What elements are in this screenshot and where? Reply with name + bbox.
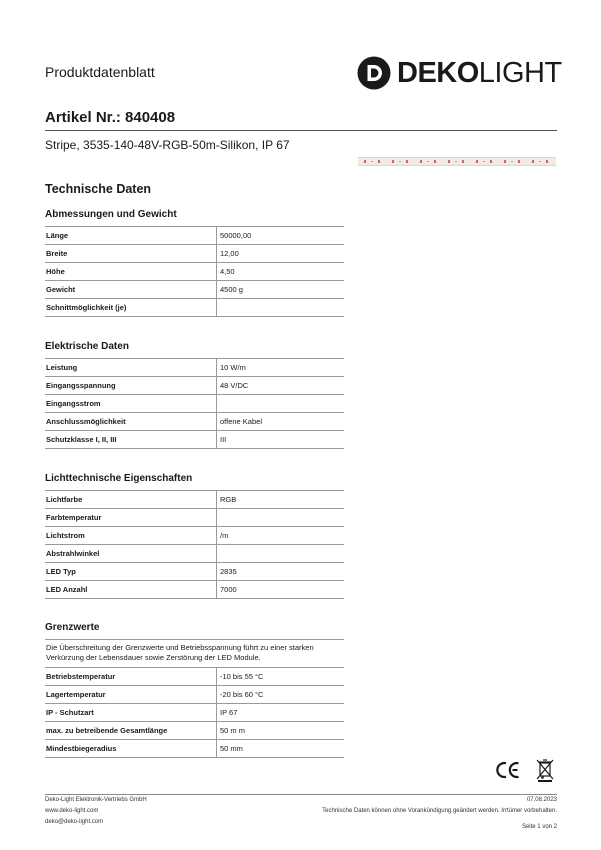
- table-row: [45, 281, 344, 299]
- limits-table: [45, 617, 344, 758]
- table-row: [45, 395, 344, 413]
- row-label: Lichtfarbe: [45, 491, 217, 508]
- brand-logo: [357, 56, 562, 90]
- row-value: RGB: [220, 495, 237, 504]
- row-value: [217, 299, 344, 316]
- row-value: III: [220, 435, 227, 444]
- table-row: [45, 299, 344, 317]
- table-row: [45, 563, 344, 581]
- table-row: [45, 668, 344, 686]
- led-strip-illustration: [358, 158, 556, 165]
- row-label: Breite: [45, 245, 217, 262]
- row-label: Leistung: [45, 359, 217, 376]
- row-value: IP 67: [220, 708, 238, 717]
- table-row: [45, 263, 344, 281]
- footer-date: 07.08.2023: [526, 797, 557, 803]
- dimensions-table: [45, 204, 344, 317]
- row-label: Gewicht: [45, 281, 217, 298]
- footer-divider: [45, 794, 557, 795]
- section-title: Technische Daten: [45, 182, 152, 196]
- row-label: Eingangsspannung: [45, 377, 217, 394]
- row-label: Farbtemperatur: [45, 509, 217, 526]
- row-label: Mindestbiegeradius: [45, 740, 217, 757]
- electrical-table: [45, 336, 344, 449]
- table-row: [45, 359, 344, 377]
- row-label: Anschlussmöglichkeit: [45, 413, 217, 430]
- lighting-table: [45, 468, 344, 599]
- row-label: LED Typ: [45, 563, 217, 580]
- table-row: [45, 509, 344, 527]
- table-row: [45, 227, 344, 245]
- row-value: 4,50: [220, 267, 235, 276]
- row-value: -20 bis 60 °C: [220, 690, 264, 699]
- row-label: max. zu betreibende Gesamtlänge: [45, 722, 217, 739]
- group-title: Lichttechnische Eigenschaften: [45, 468, 344, 491]
- row-label: Lichtstrom: [45, 527, 217, 544]
- row-value: 50 m m: [220, 726, 246, 735]
- footer-website[interactable]: www.deko-light.com: [45, 808, 99, 814]
- product-image: [358, 157, 556, 166]
- row-label: Schnittmöglichkeit (je): [45, 299, 217, 316]
- group-title: Elektrische Daten: [45, 336, 344, 359]
- document-type: Produktdatenblatt: [45, 64, 155, 80]
- group-title: Grenzwerte: [45, 617, 344, 640]
- footer-company: Deko-Light Elektronik-Vertriebs GmbH: [45, 797, 147, 803]
- row-label: IP - Schutzart: [45, 704, 217, 721]
- table-row: [45, 740, 344, 758]
- footer-email[interactable]: deko@deko-light.com: [45, 819, 104, 825]
- table-row: [45, 581, 344, 599]
- table-row: [45, 377, 344, 395]
- row-value: 50 mm: [220, 744, 243, 753]
- row-label: Eingangsstrom: [45, 395, 217, 412]
- brand-emblem-icon: [357, 56, 391, 90]
- table-row: [45, 245, 344, 263]
- article-description: Stripe, 3535-140-48V-RGB-50m-Silikon, IP 67: [45, 138, 290, 152]
- row-value: /m: [220, 531, 229, 540]
- footer-disclaimer: Technische Daten können ohne Vorankündigung geändert werden. Irrtümer vorbehalten.: [322, 808, 557, 814]
- article-number: Artikel Nr.: 840408: [45, 109, 176, 126]
- row-value: [217, 395, 344, 412]
- brand-name-light: LIGHT: [478, 57, 562, 89]
- row-label: Lagertemperatur: [45, 686, 217, 703]
- table-row: [45, 545, 344, 563]
- page-number: Seite 1 von 2: [521, 824, 557, 830]
- row-value: 12,00: [220, 249, 239, 258]
- brand-name-bold: DEKO: [397, 57, 479, 89]
- row-label: Abstrahlwinkel: [45, 545, 217, 562]
- limits-note: Die Überschreitung der Grenzwerte und Betriebsspannung führt zu einer starken Verkürzung der Lebensdauer sowie Zerstörung der LED Module.: [45, 640, 344, 668]
- row-value: 50000,00: [220, 231, 252, 240]
- row-label: Betriebstemperatur: [45, 668, 217, 685]
- row-value: 10 W/m: [220, 363, 246, 372]
- table-row: [45, 704, 344, 722]
- row-value: 48 V/DC: [220, 381, 249, 390]
- group-title: Abmessungen und Gewicht: [45, 204, 344, 227]
- row-value: -10 bis 55 °C: [220, 672, 264, 681]
- table-row: [45, 527, 344, 545]
- weee-bin-icon: [536, 758, 554, 787]
- table-row: [45, 491, 344, 509]
- table-row: [45, 431, 344, 449]
- table-row: [45, 722, 344, 740]
- row-label: LED Anzahl: [45, 581, 217, 598]
- row-label: Länge: [45, 227, 217, 244]
- row-value: offene Kabel: [220, 417, 262, 426]
- row-value: [217, 509, 344, 526]
- table-row: [45, 686, 344, 704]
- ce-mark-icon: [496, 761, 520, 784]
- row-label: Höhe: [45, 263, 217, 280]
- row-label: Schutzklasse I, II, III: [45, 431, 217, 448]
- table-row: [45, 413, 344, 431]
- row-value: 4500 g: [220, 285, 243, 294]
- row-value: 7000: [220, 585, 237, 594]
- header-divider: [45, 130, 557, 131]
- row-value: [217, 545, 344, 562]
- row-value: 2835: [220, 567, 237, 576]
